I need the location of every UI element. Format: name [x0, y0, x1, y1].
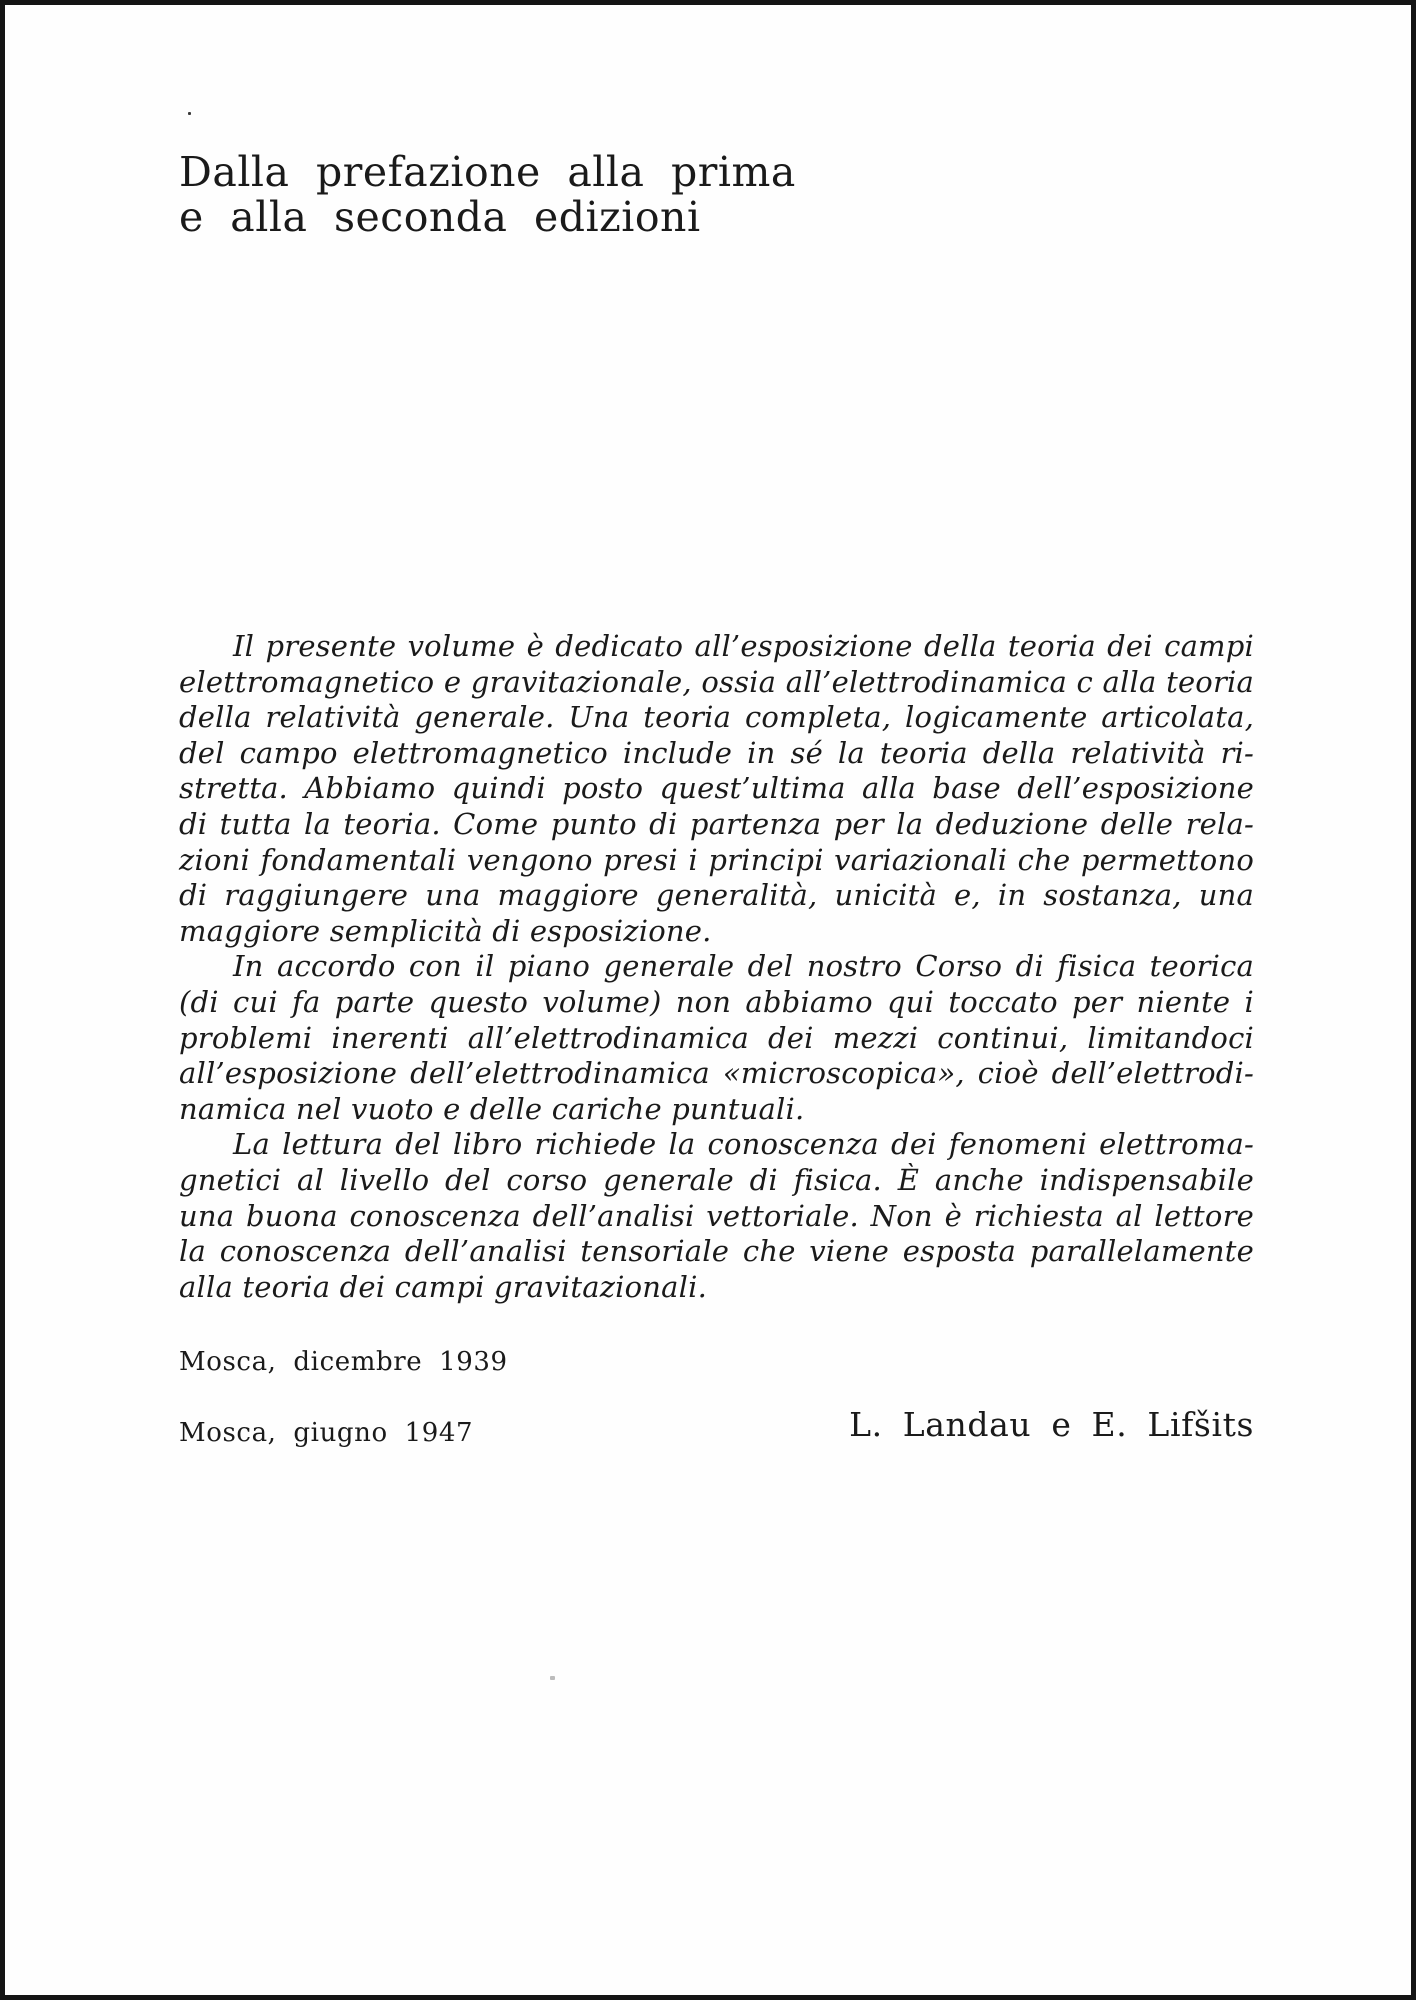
body-text-line: alla teoria dei campi gravitazionali. [179, 1269, 708, 1304]
author-signature: L. Landau e E. Lifšits [849, 1405, 1254, 1444]
body-text-line: namica nel vuoto e delle cariche puntuali. [179, 1091, 805, 1126]
body-text-line: maggiore semplicità di esposizione. [179, 913, 712, 948]
body-text-line: problemi inerenti all’elettrodinamica dei mezzi continui, limitandoci [179, 1020, 1254, 1055]
body-text-line: In accordo con il piano generale del nostro Corso di fisica teorica [233, 949, 1254, 984]
date-line-1939: Mosca, dicembre 1939 [179, 1347, 508, 1377]
body-text-line: elettromagnetico e gravitazionale, ossia all’elettrodinamica c alla teoria [179, 664, 1254, 699]
preface-body [179, 629, 1254, 1305]
ink-speck [188, 112, 191, 115]
body-text-line: di tutta la teoria. Come punto di partenza per la deduzione delle rela- [179, 806, 1254, 841]
body-text-line: Il presente volume è dedicato all’esposizione della teoria dei campi [233, 629, 1254, 663]
body-text-line: zioni fondamentali vengono presi i principi variazionali che permettono [179, 842, 1254, 877]
body-text-line: La lettura del libro richiede la conoscenza dei fenomeni elettroma- [233, 1127, 1254, 1162]
body-text-line: stretta. Abbiamo quindi posto quest’ultima alla base dell’esposizione [179, 771, 1254, 806]
body-text-line: gnetici al livello del corso generale di fisica. È anche indispensabile [179, 1162, 1254, 1197]
body-text-line: all’esposizione dell’elettrodinamica «microscopica», cioè dell’elettrodi- [179, 1056, 1254, 1091]
page-title [179, 150, 796, 240]
paper-speck [550, 1676, 555, 1680]
body-text-line: (di cui fa parte questo volume) non abbiamo qui toccato per niente i [179, 984, 1254, 1019]
title-line: Dalla prefazione alla prima [179, 148, 796, 196]
body-text-line: la conoscenza dell’analisi tensoriale che viene esposta parallelamente [179, 1234, 1254, 1269]
body-text-line: di raggiungere una maggiore generalità, unicità e, in sostanza, una [179, 878, 1254, 913]
date-line-1947: Mosca, giugno 1947 [179, 1418, 474, 1448]
title-line: e alla seconda edizioni [179, 193, 701, 241]
body-text-line: della relatività generale. Una teoria completa, logicamente articolata, [179, 700, 1254, 735]
body-text-line: del campo elettromagnetico include in sé la teoria della relatività ri- [179, 735, 1254, 770]
body-text-line: una buona conoscenza dell’analisi vettoriale. Non è richiesta al lettore [179, 1198, 1254, 1233]
